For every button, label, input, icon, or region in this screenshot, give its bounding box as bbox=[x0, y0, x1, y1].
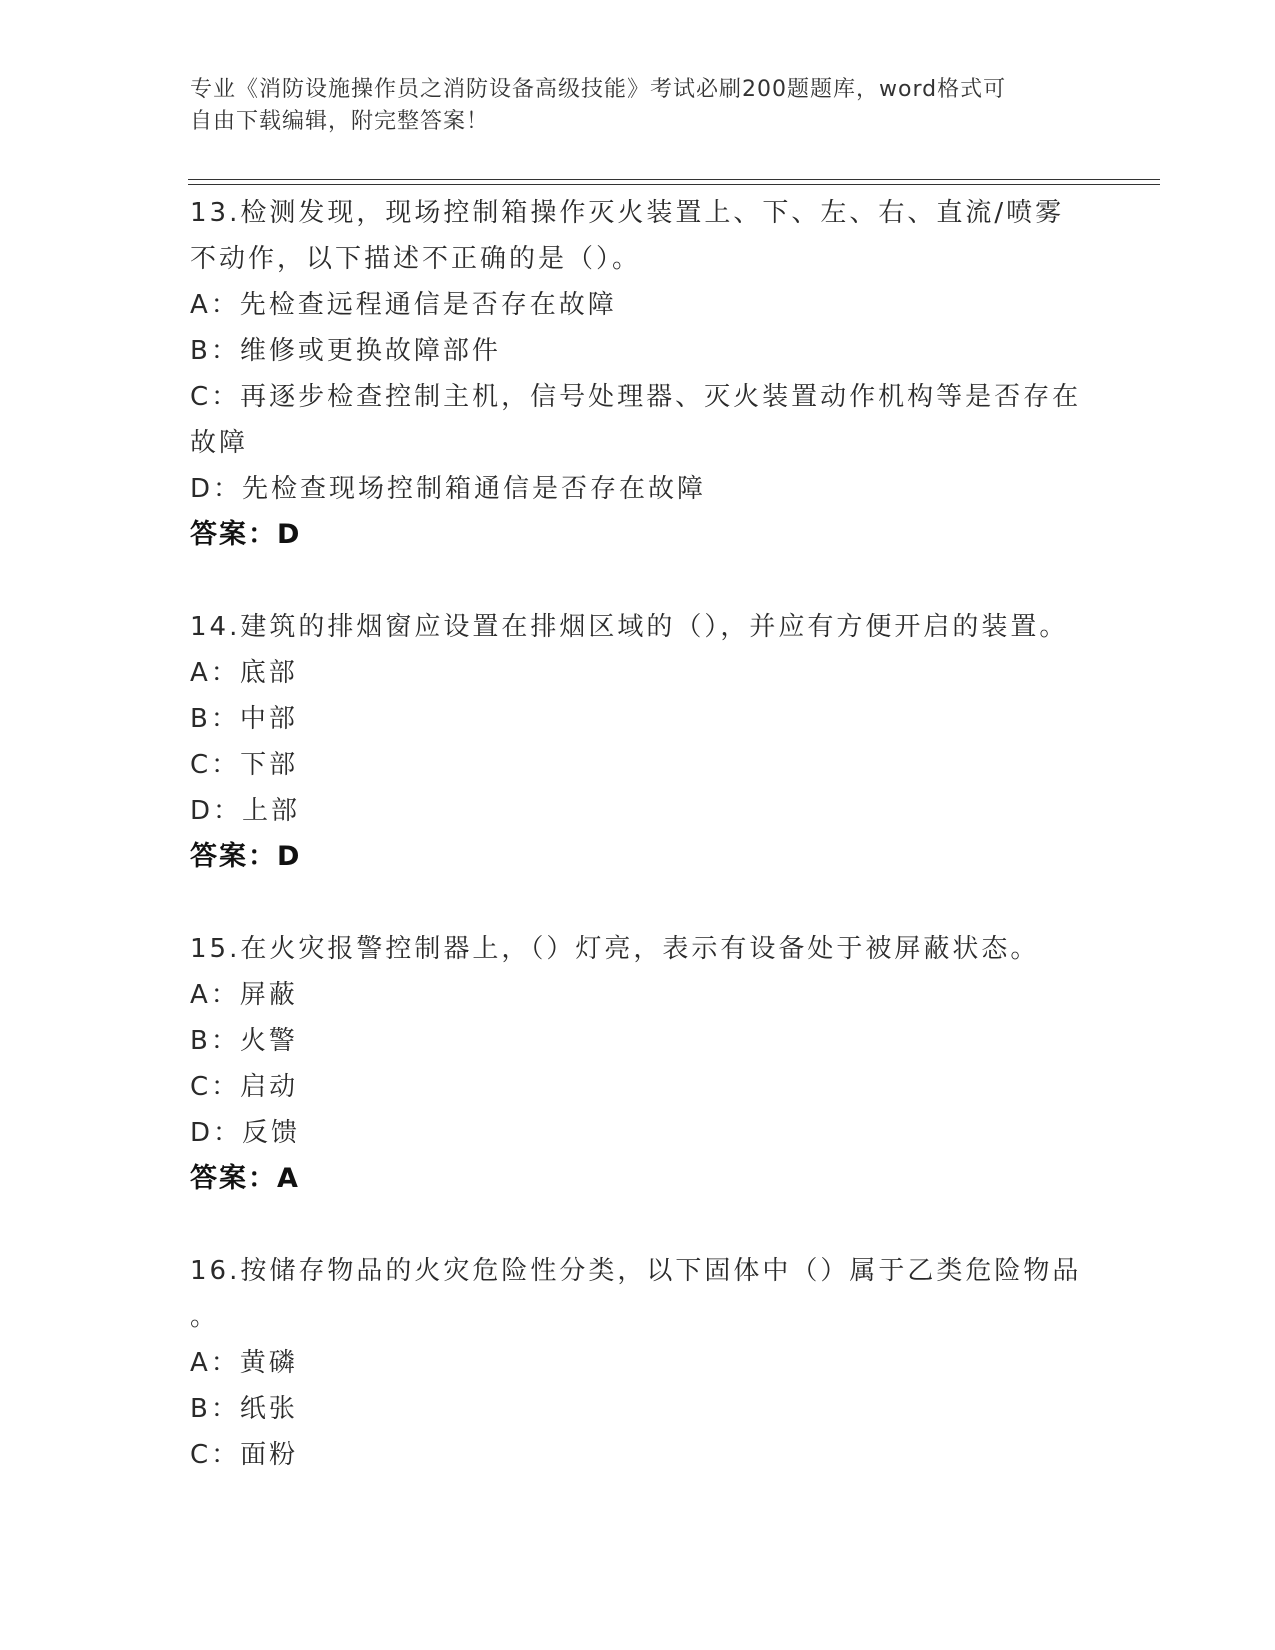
question-stem: 16.按储存物品的火灾危险性分类，以下固体中（）属于乙类危险物品 bbox=[190, 1256, 1082, 1286]
option-c: C：下部 bbox=[190, 750, 299, 780]
header-line-2: 自由下载编辑，附完整答案！ bbox=[190, 109, 490, 134]
answer-label: 答案：D bbox=[190, 519, 302, 550]
option-b: B：维修或更换故障部件 bbox=[190, 336, 501, 366]
question-16 bbox=[190, 1248, 1090, 1478]
option-d: D：反馈 bbox=[190, 1118, 301, 1148]
question-stem: 不动作，以下描述不正确的是（）。 bbox=[190, 244, 642, 274]
option-a: A：底部 bbox=[190, 658, 298, 688]
question-stem-continued: 。 bbox=[190, 1302, 220, 1332]
question-stem: 13.检测发现，现场控制箱操作灭火装置上、下、左、右、直流/喷雾 bbox=[190, 198, 1065, 228]
option-b: B：纸张 bbox=[190, 1394, 298, 1424]
question-15 bbox=[190, 926, 1090, 1202]
option-a: A：屏蔽 bbox=[190, 980, 298, 1010]
answer-label: 答案：D bbox=[190, 841, 302, 872]
option-a: A：先检查远程通信是否存在故障 bbox=[190, 290, 617, 320]
option-c: C：启动 bbox=[190, 1072, 299, 1102]
question-stem: 15.在火灾报警控制器上，（）灯亮，表示有设备处于被屏蔽状态。 bbox=[190, 934, 1040, 964]
question-list bbox=[190, 190, 1090, 1524]
option-c: C：面粉 bbox=[190, 1440, 299, 1470]
option-b: B：中部 bbox=[190, 704, 298, 734]
question-13 bbox=[190, 190, 1090, 558]
option-d: D：上部 bbox=[190, 796, 301, 826]
answer-label: 答案：A bbox=[190, 1163, 300, 1194]
question-14 bbox=[190, 604, 1090, 880]
option-b: B：火警 bbox=[190, 1026, 298, 1056]
option-c: C：再逐步检查控制主机，信号处理器、灭火装置动作机构等是否存在 bbox=[190, 382, 1082, 412]
option-d: D：先检查现场控制箱通信是否存在故障 bbox=[190, 474, 707, 504]
header-divider-top bbox=[188, 179, 1160, 180]
document-header bbox=[190, 74, 1070, 138]
header-line-1: 专业《消防设施操作员之消防设备高级技能》考试必刷200题题库，word格式可 bbox=[190, 77, 1007, 102]
question-stem: 14.建筑的排烟窗应设置在排烟区域的（），并应有方便开启的装置。 bbox=[190, 612, 1069, 642]
header-divider-bottom bbox=[188, 184, 1160, 185]
option-a: A：黄磷 bbox=[190, 1348, 298, 1378]
option-c-continued: 故障 bbox=[190, 428, 249, 458]
